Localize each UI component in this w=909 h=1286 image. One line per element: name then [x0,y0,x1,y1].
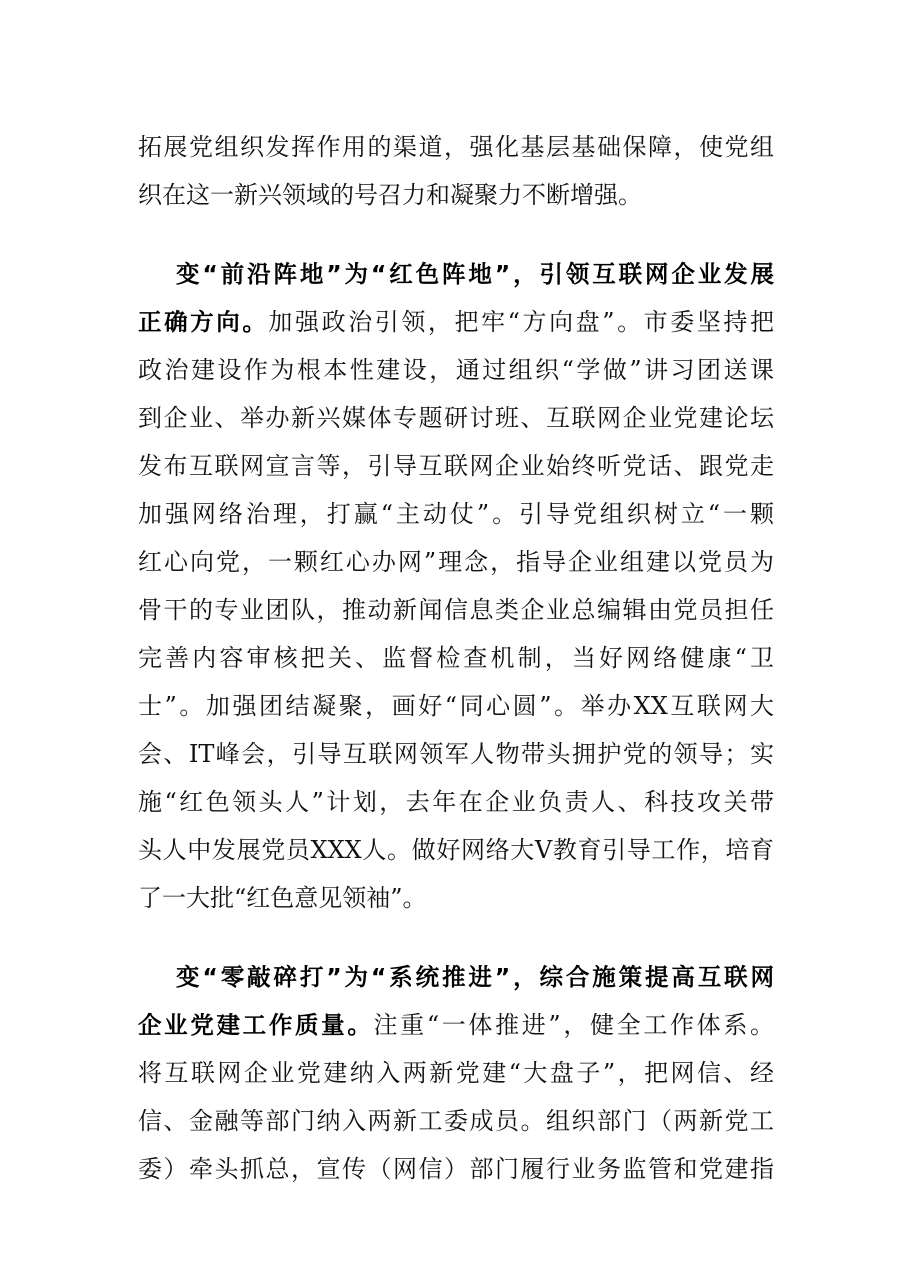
paragraph-line: 拓展党组织发挥作用的渠道，强化基层基础保障，使党组 [138,133,774,161]
paragraph-line: 将互联网企业党建纳入两新党建“大盘子”，把网信、经 [138,1059,774,1087]
paragraph-line: 发布互联网宣言等，引导互联网企业始终听党话、跟党走 [138,452,774,480]
paragraph-line [138,298,774,346]
paragraph-line: 信、金融等部门纳入两新工委成员。组织部门（两新党工 [138,1107,774,1135]
section-heading-tail: 企业党建工作质量。 [138,1011,374,1039]
paragraph-line: 织在这一新兴领域的号召力和凝聚力不断增强。 [138,181,642,209]
paragraph-line: 到企业、举办新兴媒体专题研讨班、互联网企业党建论坛 [138,404,774,432]
paragraph-line: 完善内容审核把关、监督检查机制，当好网络健康“卫 [138,644,774,672]
paragraph-line [138,1001,774,1049]
paragraph-line: 头人中发展党员XXX人。做好网络大V教育引导工作，培育 [138,836,774,864]
paragraph-line: 红心向党，一颗红心办网”理念，指导企业组建以党员为 [138,548,774,576]
paragraph-line: 政治建设作为根本性建设，通过组织“学做”讲习团送课 [138,356,774,384]
section-heading-tail: 正确方向。 [138,308,269,336]
paragraph-text: 注重“一体推进”，健全工作体系。 [373,1011,774,1039]
document-body [138,123,774,1193]
paragraph-gap [138,922,774,953]
section-heading: 变“零敲碎打”为“系统推进”，综合施策提高互联网 [176,963,774,991]
paragraph-line: 委）牵头抓总，宣传（网信）部门履行业务监管和党建指 [138,1155,774,1183]
paragraph-line: 士”。加强团结凝聚，画好“同心圆”。举办XX互联网大 [138,692,774,720]
paragraph-line: 了一大批“红色意见领袖”。 [138,884,427,912]
paragraph-line: 加强网络治理，打赢“主动仗”。引导党组织树立“一颗 [138,500,774,528]
paragraph-line: 骨干的专业团队，推动新闻信息类企业总编辑由党员担任 [138,596,774,624]
paragraph-text: 加强政治引领，把牢“方向盘”。市委坚持把 [268,308,775,336]
paragraph-line: 会、IT峰会，引导互联网领军人物带头拥护党的领导；实 [138,740,774,768]
paragraph-line: 施“红色领头人”计划，去年在企业负责人、科技攻关带 [138,788,774,816]
paragraph-gap [138,219,774,250]
section-heading: 变“前沿阵地”为“红色阵地”，引领互联网企业发展 [176,260,774,288]
